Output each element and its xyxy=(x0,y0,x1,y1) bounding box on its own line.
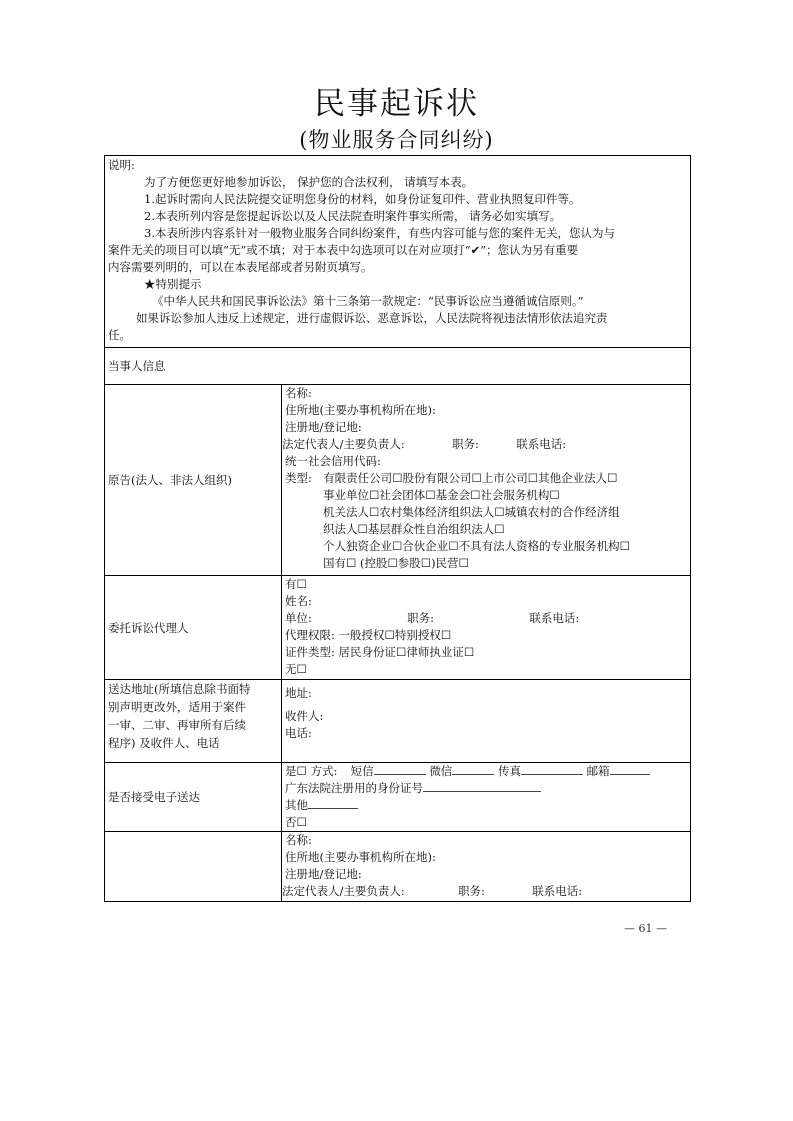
agent-phone-field[interactable]: 联系电话: xyxy=(529,611,580,625)
e-service-court-id-blank[interactable] xyxy=(423,780,541,792)
e-service-sms-label: 短信 xyxy=(350,764,374,778)
plaintiff-label: 原告(法人、非法人组织) xyxy=(105,385,282,576)
agent-name-field[interactable]: 姓名: xyxy=(285,594,312,608)
complaint-form-table xyxy=(104,155,691,902)
plaintiff-type-options-5[interactable]: 个人独资企业☐合伙企业☐不具有法人资格的专业服务机构☐ xyxy=(323,539,630,553)
e-service-yes-checkbox[interactable]: 是☐ 方式: xyxy=(285,764,338,778)
plaintiff-phone-field[interactable]: 联系电话: xyxy=(516,437,567,451)
instructions-row xyxy=(105,156,691,348)
plaintiff-type-options-1[interactable]: 有限责任公司☐股份有限公司☐上市公司☐其他企业法人☐ xyxy=(323,471,618,485)
defendant-address-field[interactable]: 住所地(主要办事机构所在地): xyxy=(285,850,436,864)
instructions-item-3-line-2: 案件无关的项目可以填“无”或不填；对于本表中勾选项可以在对应项打“✔”；您认为另有重要 xyxy=(108,243,579,257)
e-service-other-label: 其他 xyxy=(285,798,308,812)
agent-authority-options[interactable]: 代理权限: 一般授权☐特别授权☐ xyxy=(285,628,452,642)
party-info-header-row xyxy=(105,348,691,385)
plaintiff-row xyxy=(105,385,691,576)
e-service-wechat-blank[interactable] xyxy=(452,763,494,775)
service-address-row xyxy=(105,680,691,763)
plaintiff-type-options-3[interactable]: 机关法人☐农村集体经济组织法人☐城镇农村的合作经济组 xyxy=(323,505,620,519)
law-quote: 《中华人民共和国民事诉讼法》第十三条第一款规定：“民事诉讼应当遵循诚信原则。” xyxy=(152,294,584,308)
agent-fields xyxy=(282,576,691,680)
plaintiff-legal-rep-line xyxy=(282,436,690,453)
plaintiff-reg-address-field[interactable]: 注册地/登记地: xyxy=(285,420,362,434)
agent-row xyxy=(105,576,691,680)
e-service-email-blank[interactable] xyxy=(610,763,650,775)
service-address-label: 送达地址(所填信息除书面特别声明更改外，适用于案件一审、二审、再审所有后续程序) 及收件人、电话 xyxy=(105,680,282,763)
instructions-item-1: 1.起诉时需向人民法院提交证明您身份的材料，如身份证复印件、营业执照复印件等。 xyxy=(144,192,581,206)
service-recipient-field[interactable]: 收件人: xyxy=(285,709,324,723)
e-service-label: 是否接受电子送达 xyxy=(105,763,282,832)
special-notice-heading: ★特别提示 xyxy=(144,277,202,291)
plaintiff-legal-rep-field[interactable]: 法定代表人/主要负责人: xyxy=(282,437,405,451)
agent-id-type-options[interactable]: 证件类型: 居民身份证☐律师执业证☐ xyxy=(285,645,475,659)
warning-line-2: 任。 xyxy=(108,328,131,342)
e-service-fax-label: 传真 xyxy=(497,764,521,778)
plaintiff-name-field[interactable]: 名称: xyxy=(285,386,312,400)
service-address-fields xyxy=(282,680,691,763)
service-address-field[interactable]: 地址: xyxy=(285,686,312,700)
e-service-row xyxy=(105,763,691,832)
defendant-phone-field[interactable]: 联系电话: xyxy=(532,884,583,898)
plaintiff-credit-code-field[interactable]: 统一社会信用代码: xyxy=(285,454,381,468)
plaintiff-fields xyxy=(282,385,691,576)
party-info-header: 当事人信息 xyxy=(105,348,691,385)
instructions-cell xyxy=(105,156,691,348)
defendant-legal-rep-line xyxy=(282,883,690,900)
defendant-row xyxy=(105,832,691,902)
e-service-court-id-line xyxy=(285,780,690,797)
e-service-no-checkbox[interactable]: 否☐ xyxy=(285,815,307,829)
plaintiff-type-options-4[interactable]: 织法人☐基层群众性自治组织法人☐ xyxy=(323,522,505,536)
defendant-name-field[interactable]: 名称: xyxy=(285,833,312,847)
plaintiff-address-field[interactable]: 住所地(主要办事机构所在地): xyxy=(285,403,436,417)
defendant-reg-address-field[interactable]: 注册地/登记地: xyxy=(285,867,362,881)
defendant-legal-rep-field[interactable]: 法定代表人/主要负责人: xyxy=(282,884,405,898)
defendant-fields xyxy=(282,832,691,902)
e-service-court-id-label: 广东法院注册用的身份证号 xyxy=(285,781,423,795)
instructions-heading: 说明: xyxy=(108,158,135,172)
page-subtitle: (物业服务合同纠纷) xyxy=(299,128,494,152)
e-service-other-blank[interactable] xyxy=(308,797,358,809)
e-service-sms-blank[interactable] xyxy=(374,763,426,775)
plaintiff-type-label: 类型: xyxy=(285,471,312,485)
instructions-intro: 为了方便您更好地参加诉讼， 保护您的合法权利， 请填写本表。 xyxy=(144,175,474,189)
e-service-other-line xyxy=(285,797,690,814)
e-service-fax-blank[interactable] xyxy=(521,763,583,775)
instructions-item-3-line-3: 内容需要列明的，可以在本表尾部或者另附页填写。 xyxy=(108,260,373,274)
e-service-method-line xyxy=(285,763,690,780)
e-service-wechat-label: 微信 xyxy=(429,764,453,778)
page-title: 民事起诉状 xyxy=(314,86,479,122)
agent-unit-line xyxy=(285,610,690,627)
plaintiff-type-options-6[interactable]: 国有☐ (控股☐参股☐)民营☐ xyxy=(323,556,469,570)
plaintiff-type-options-2[interactable]: 事业单位☐社会团体☐基金会☐社会服务机构☐ xyxy=(323,488,560,502)
defendant-position-field[interactable]: 职务: xyxy=(458,884,485,898)
warning-line-1: 如果诉讼参加人违反上述规定，进行虚假诉讼、恶意诉讼，人民法院将视违法情形依法追究责 xyxy=(136,311,608,325)
agent-label: 委托诉讼代理人 xyxy=(105,576,282,680)
agent-none-checkbox[interactable]: 无☐ xyxy=(285,662,307,676)
agent-unit-field[interactable]: 单位: xyxy=(285,611,312,625)
page-number: — 61 — xyxy=(624,922,667,935)
service-phone-field[interactable]: 电话: xyxy=(285,726,312,740)
instructions-item-3-line-1: 3.本表所涉内容系针对一般物业服务合同纠纷案件，有些内容可能与您的案件无关，您认为与 xyxy=(144,226,615,240)
agent-has-checkbox[interactable]: 有☐ xyxy=(285,577,307,591)
plaintiff-type-line-1 xyxy=(285,470,690,487)
plaintiff-position-field[interactable]: 职务: xyxy=(452,437,479,451)
e-service-fields xyxy=(282,763,691,832)
instructions-item-2: 2.本表所列内容是您提起诉讼以及人民法院查明案件事实所需， 请务必如实填写。 xyxy=(144,209,562,223)
defendant-label xyxy=(105,832,282,902)
e-service-email-label: 邮箱 xyxy=(586,764,610,778)
agent-position-field[interactable]: 职务: xyxy=(407,611,435,625)
